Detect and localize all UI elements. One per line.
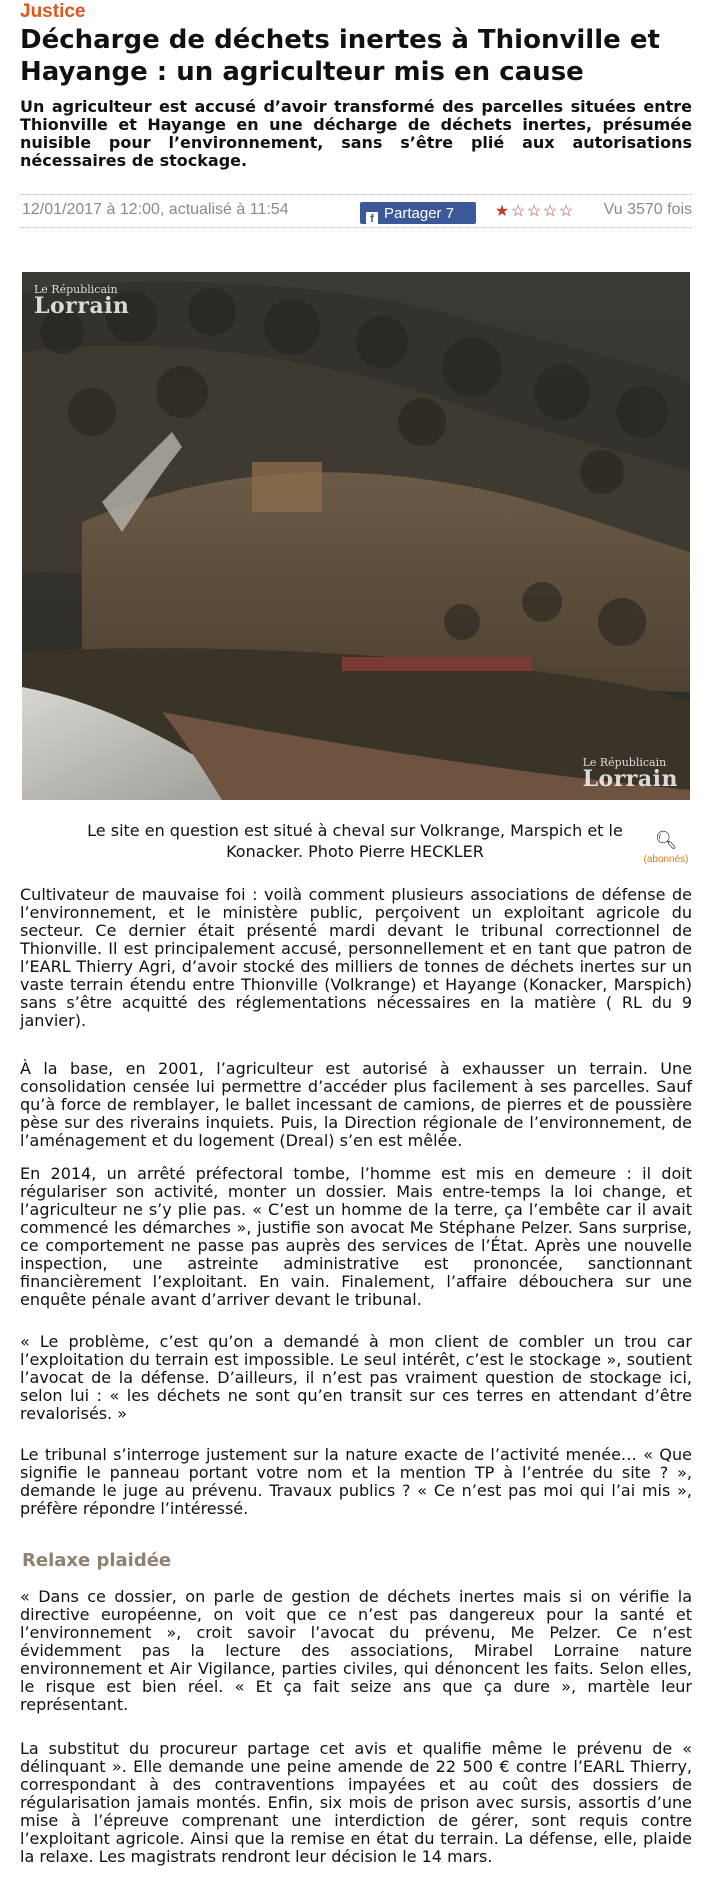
watermark-logo-top: Le Républicain Lorrain [34,283,130,319]
photo-caption: Le site en question est situé à cheval sur Volkrange, Marspich et le Konacker. Photo Pierre HECKLER [87,821,623,861]
article-paragraph: La substitut du procureur partage cet avis et qualifie même le prévenu de « délinquant ». Elle demande une peine amende de 22 500 € contre l’EARL Thierry, correspondant à des contraventions impayées et au coût des dossiers de régularisation jamais montés. Enfin, six mois de prison avec sursis, assortis d’une mise à l’épreuve comprenant une interdiction de gérer, sont requis contre l’exploitant agricole. Ainsi que la remise en état du terrain. La défense, elle, plaide la relaxe. Les magistrats rendront leur décision le 14 mars. [20,1739,692,1866]
subscriber-label: (abonnés) [643,854,689,865]
zoom-in-icon: 🔍︎ [654,830,678,851]
rating-stars[interactable] [494,201,574,221]
facebook-share-button[interactable] [360,202,476,224]
article-title: Décharge de déchets inertes à Thionville et Hayange : un agriculteur mis en cause [20,25,660,87]
article-paragraph: « Dans ce dossier, on parle de gestion de déchets inertes mais si on vérifie la directive européenne, on voit que ce n’est pas dangereux pour la santé et l’environnement », croit savoir l’avocat du prévenu, Me Pelzer. Ce n’est évidemment pas la lecture des associations, Mirabel Lorraine nature environnement et Air Vigilance, parties civiles, qui dénoncent les faits. Selon elles, le risque est bien réel. « Et ça fait seize ans que ça dure », martèle leur représentant. [20,1587,692,1714]
watermark-logo-bottom: Le Républicain Lorrain [582,756,678,792]
star-icon-filled[interactable]: ★ [494,203,510,220]
article-paragraph: Cultivateur de mauvaise foi : voilà comment plusieurs associations de défense de l’environnement, et le ministère public, perçoivent un exploitant agricole du secteur. Ce dernier était présenté mardi devant le tribunal correctionnel de Thionville. Il est principalement accusé, personnellement et en tant que patron de l’EARL Thierry Agri, d’avoir stocké des milliers de tonnes de déchets inertes sur un vaste terrain étendu entre Thionville (Volkrange) et Hayange (Konacker, Marspich) sans s’être acquitté des réglementations nécessaires en la matière ( RL du 9 janvier). [20,885,692,1030]
article-photo[interactable] [22,272,690,800]
star-icon-empty[interactable]: ☆ [526,203,542,220]
publish-date: 12/01/2017 à 12:00, actualisé à 11:54 [22,201,289,218]
article-lead: Un agriculteur est accusé d’avoir transformé des parcelles situées entre Thionville et Hayange en une décharge de déchets inertes, présumée nuisible pour l’environnement, sans s’être plié aux autorisations nécessaires de stockage. [20,97,692,170]
article-paragraph: À la base, en 2001, l’agriculteur est autorisé à exhausser un terrain. Une consolidation censée lui permettre d’accéder plus facilement à ses parcelles. Sauf qu’à force de remblayer, le ballet incessant de camions, de pierres et de poussière pèse sur des riverains inquiets. Puis, la Direction régionale de l’environnement, de l’aménagement et du logement (Dreal) s’en est mêlée. [20,1059,692,1150]
section-subhead: Relaxe plaidée [22,1550,172,1571]
facebook-icon: f [366,212,378,224]
landscape-photo-image [22,272,690,800]
zoom-photo-button[interactable] [640,832,692,865]
article-paragraph: En 2014, un arrêté préfectoral tombe, l’homme est mis en demeure : il doit régulariser son activité, monter un dossier. Mais entre-temps la loi change, et l’agriculteur ne s’y plie pas. « C’est un homme de la terre, ça l’embête car il avait commencé les démarches », justifie son avocat Me Stéphane Pelzer. Sans surprise, ce comportement ne passe pas auprès des services de l’État. Après une nouvelle inspection, une astreinte administrative est prononcée, sanctionnant financièrement l’exploitant. En vain. Finalement, l’affaire débouchera sur une enquête pénale avant d’arriver devant le tribunal. [20,1164,692,1309]
article-paragraph: Le tribunal s’interroge justement sur la nature exacte de l’activité menée… « Que signifie le panneau portant votre nom et la mention TP à l’entrée du site ? », demande le juge au prévenu. Travaux publics ? « Ce n’est pas moi qui l’ai mis », préfère répondre l’intéressé. [20,1445,692,1518]
article-rubric[interactable]: Justice [20,1,86,22]
share-label: Partager 7 [384,204,455,222]
view-count: Vu 3570 fois [603,201,692,218]
article-paragraph: « Le problème, c’est qu’on a demandé à mon client de combler un trou car l’exploitation du terrain est impossible. Le seul intérêt, c’est le stockage », soutient l’avocat de la défense. D’ailleurs, il n’est pas vraiment question de stockage ici, selon lui : « les déchets ne sont qu’en transit sur ces terres en attendant d’être revalorisés. » [20,1332,692,1423]
star-icon-empty[interactable]: ☆ [558,203,574,220]
star-icon-empty[interactable]: ☆ [510,203,526,220]
article-meta-bar [20,194,692,228]
star-icon-empty[interactable]: ☆ [542,203,558,220]
